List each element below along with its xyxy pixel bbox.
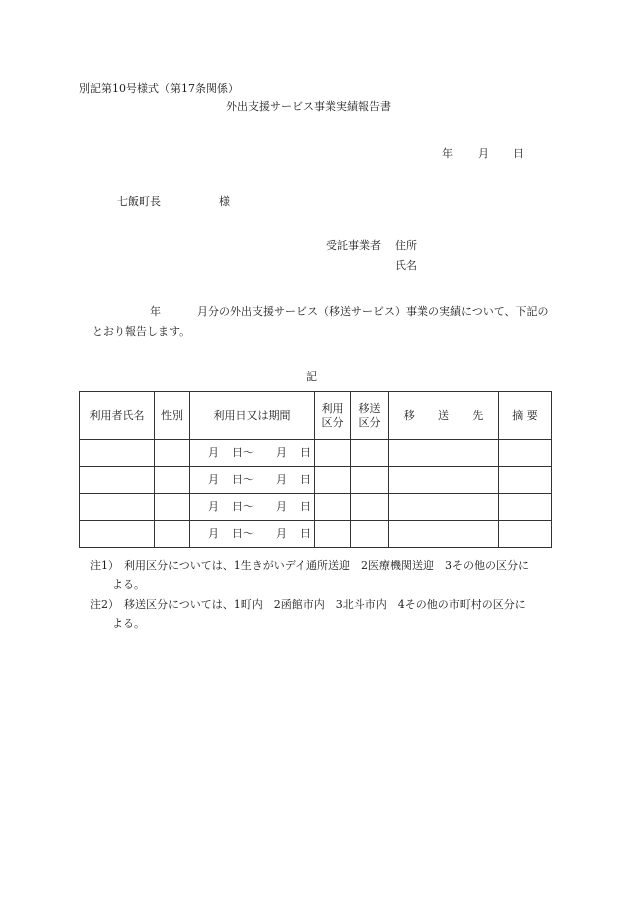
cell-transport-category[interactable] xyxy=(351,467,389,494)
cell-user-name[interactable] xyxy=(80,467,155,494)
date-day-end: 日 xyxy=(300,473,311,487)
date-month-end: 月 xyxy=(276,527,287,541)
cell-usage-date[interactable] xyxy=(190,467,315,494)
ki-heading: 記 xyxy=(306,370,317,383)
header-transport-category xyxy=(351,392,389,440)
cell-usage-date[interactable] xyxy=(190,494,315,521)
body-line-1 xyxy=(150,306,549,317)
note-1-continuation: よる。 xyxy=(112,578,145,591)
cell-usage-category[interactable] xyxy=(315,467,351,494)
date-day-end: 日 xyxy=(300,500,311,514)
cell-user-name[interactable] xyxy=(80,440,155,467)
date-month-start: 月 xyxy=(208,473,219,487)
body-line-1-text: 月分の外出支援サービス（移送サービス）事業の実績について、下記の xyxy=(197,305,549,318)
cell-gender[interactable] xyxy=(155,521,190,548)
cell-transport-category[interactable] xyxy=(351,521,389,548)
date-month-start: 月 xyxy=(208,500,219,514)
date-month-start: 月 xyxy=(208,446,219,460)
header-user-name: 利用者氏名 xyxy=(80,392,155,440)
cell-usage-category[interactable] xyxy=(315,521,351,548)
cell-gender[interactable] xyxy=(155,440,190,467)
cell-usage-date[interactable] xyxy=(190,521,315,548)
header-usage-date: 利用日又は期間 xyxy=(190,392,315,440)
table-row xyxy=(80,467,552,494)
note-1-label: 注1） xyxy=(90,559,119,572)
cell-usage-category[interactable] xyxy=(315,440,351,467)
cell-remarks[interactable] xyxy=(499,467,552,494)
date-day-start: 日～ xyxy=(232,527,254,541)
recipient-name: 七飯町長 xyxy=(117,195,161,208)
date-day-label: 日 xyxy=(513,147,524,160)
cell-remarks[interactable] xyxy=(499,440,552,467)
cell-destination[interactable] xyxy=(389,494,499,521)
date-day-start: 日～ xyxy=(232,473,254,487)
contractor-label: 受託事業者 xyxy=(326,239,381,252)
date-month-end: 月 xyxy=(276,473,287,487)
date-month-end: 月 xyxy=(276,446,287,460)
table-row xyxy=(80,521,552,548)
cell-destination[interactable] xyxy=(389,521,499,548)
header-destination: 移 送 先 xyxy=(389,392,499,440)
date-day-end: 日 xyxy=(300,446,311,460)
cell-usage-category[interactable] xyxy=(315,494,351,521)
note-2-label: 注2） xyxy=(90,598,119,611)
header-usage-category-line2: 区分 xyxy=(321,415,344,429)
cell-remarks[interactable] xyxy=(499,494,552,521)
date-month-start: 月 xyxy=(208,527,219,541)
note-1 xyxy=(90,560,529,571)
table-header-row xyxy=(80,392,552,440)
report-table xyxy=(79,391,552,548)
header-usage-category xyxy=(315,392,351,440)
cell-gender[interactable] xyxy=(155,467,190,494)
recipient-suffix: 様 xyxy=(219,195,230,208)
header-gender: 性別 xyxy=(155,392,190,440)
date-day-end: 日 xyxy=(300,527,311,541)
cell-remarks[interactable] xyxy=(499,521,552,548)
cell-transport-category[interactable] xyxy=(351,440,389,467)
cell-destination[interactable] xyxy=(389,440,499,467)
cell-user-name[interactable] xyxy=(80,521,155,548)
address-label: 住所 xyxy=(395,239,417,252)
note-2 xyxy=(90,599,526,610)
form-number: 別記第10号様式（第17条関係） xyxy=(79,82,239,95)
note-2-text: 移送区分については、1町内 2函館市内 3北斗市内 4その他の市町村の区分に xyxy=(124,598,526,611)
date-month-label: 月 xyxy=(478,147,489,160)
name-label: 氏名 xyxy=(395,259,417,272)
body-line-2: とおり報告します。 xyxy=(92,325,191,338)
header-remarks: 摘 要 xyxy=(499,392,552,440)
table-row xyxy=(80,440,552,467)
document-title: 外出支援サービス事業実績報告書 xyxy=(226,100,391,113)
date-year-label: 年 xyxy=(442,147,453,160)
note-1-text: 利用区分については、1生きがいデイ通所送迎 2医療機関送迎 3その他の区分に xyxy=(124,559,530,572)
body-year-label: 年 xyxy=(150,305,161,318)
cell-transport-category[interactable] xyxy=(351,494,389,521)
cell-usage-date[interactable] xyxy=(190,440,315,467)
date-day-start: 日～ xyxy=(232,446,254,460)
table-row xyxy=(80,494,552,521)
date-month-end: 月 xyxy=(276,500,287,514)
cell-destination[interactable] xyxy=(389,467,499,494)
header-transport-category-line2: 区分 xyxy=(358,415,381,429)
cell-user-name[interactable] xyxy=(80,494,155,521)
note-2-continuation: よる。 xyxy=(112,617,145,630)
header-usage-category-line1: 利用 xyxy=(321,401,344,415)
header-transport-category-line1: 移送 xyxy=(358,401,381,415)
date-day-start: 日～ xyxy=(232,500,254,514)
cell-gender[interactable] xyxy=(155,494,190,521)
